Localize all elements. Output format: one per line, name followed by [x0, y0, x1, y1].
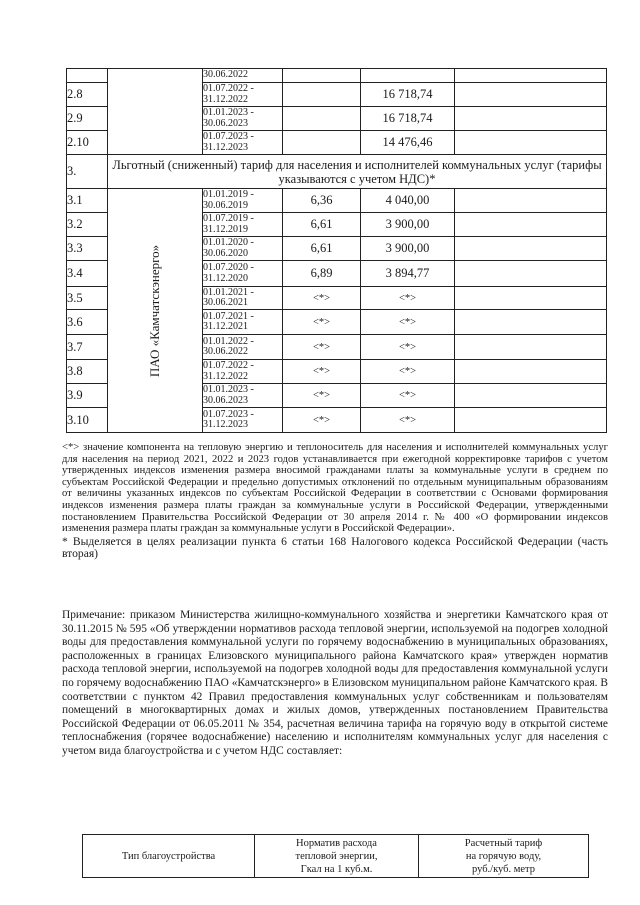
value-col2: 3 900,00 [361, 237, 455, 261]
value-col2: <*> [361, 310, 455, 335]
value-col2: 14 476,46 [361, 131, 455, 155]
period-cell [203, 107, 283, 131]
empty-cell [455, 261, 607, 287]
period-cell [203, 310, 283, 335]
period-cell [203, 131, 283, 155]
value-col1 [283, 83, 361, 107]
empty-cell [455, 335, 607, 360]
empty-cell [455, 408, 607, 433]
period-line: 01.07.2022 - [203, 83, 254, 94]
period-cell [203, 408, 283, 433]
row-number: 3.8 [67, 360, 108, 384]
period-line: 01.01.2023 - [203, 107, 254, 118]
period-cell [203, 69, 283, 83]
header-tariff: Расчетный тариф на горячую воду, руб./куб. метр [419, 835, 589, 878]
org-cell [108, 189, 203, 433]
empty-cell [455, 384, 607, 408]
empty-cell [455, 237, 607, 261]
value-col1: 6,89 [283, 261, 361, 287]
row-number: 3.10 [67, 408, 108, 433]
value-col2: <*> [361, 287, 455, 310]
row-number: 3.9 [67, 384, 108, 408]
period-line: 31.12.2022 [203, 370, 248, 382]
row-number: 3.7 [67, 335, 108, 360]
period-line: 01.07.2019 - [203, 213, 254, 224]
period-cell [203, 384, 283, 408]
tariff-table-body [67, 69, 607, 433]
value-col2: 16 718,74 [361, 83, 455, 107]
empty-cell [455, 189, 607, 213]
value-col2: <*> [361, 408, 455, 433]
tariff-table [66, 68, 607, 433]
period-line: 30.06.2021 [203, 297, 248, 308]
empty-cell [455, 131, 607, 155]
period-line: 01.01.2019 - [203, 189, 254, 200]
value-col1 [283, 107, 361, 131]
period-line: 01.07.2021 - [203, 310, 254, 322]
period-line: 01.07.2023 - [203, 131, 254, 142]
primechanie-block [62, 609, 608, 759]
value-col2: <*> [361, 384, 455, 408]
period-line: 30.06.2019 [203, 199, 248, 211]
period-line: 01.01.2022 - [203, 335, 254, 347]
row-number: 2.10 [67, 131, 108, 155]
value-col1 [283, 131, 361, 155]
period-line: 30.06.2022 [203, 346, 248, 357]
period-line: 30.06.2023 [203, 117, 248, 129]
period-line: 01.07.2023 - [203, 408, 254, 420]
period-line: 01.07.2022 - [203, 360, 254, 371]
row-number: 3.6 [67, 310, 108, 335]
period-cell [203, 213, 283, 237]
period-line: 01.01.2023 - [203, 384, 254, 395]
period-line: 31.12.2022 [203, 93, 248, 105]
value-col2: <*> [361, 360, 455, 384]
header-type: Тип благоустройства [83, 835, 255, 878]
period-line: 30.06.2023 [203, 394, 248, 406]
org-cell-top [108, 69, 203, 155]
period-line: 30.06.2022 [203, 69, 248, 81]
value-col1: <*> [283, 287, 361, 310]
value-col2: 16 718,74 [361, 107, 455, 131]
value-col1: <*> [283, 408, 361, 433]
value-col1: <*> [283, 335, 361, 360]
value-col2: <*> [361, 335, 455, 360]
period-line: 31.12.2023 [203, 141, 248, 153]
empty-cell [455, 213, 607, 237]
row-number: 3.2 [67, 213, 108, 237]
value-col2: 3 900,00 [361, 213, 455, 237]
section-title: Льготный (сниженный) тариф для населения и исполнителей коммунальных услуг (тарифы указываются с учетом НДС)* [108, 155, 607, 189]
period-line: 31.12.2021 [203, 321, 248, 332]
footnote-nds: * Выделяется в целях реализации пункта 6 статьи 168 Налогового кодекса Российской Федерации (часть вторая) [62, 534, 608, 561]
section-title-row [67, 155, 607, 189]
period-line: 01.07.2020 - [203, 262, 254, 273]
period-line: 31.12.2020 [203, 272, 248, 284]
heat-norm-header-row [83, 835, 589, 878]
value-col2: 4 040,00 [361, 189, 455, 213]
empty-cell [455, 310, 607, 335]
period-cell [203, 261, 283, 287]
period-line: 30.06.2020 [203, 247, 248, 259]
period-cell [203, 287, 283, 310]
table-row [67, 189, 607, 213]
footnotes [62, 442, 608, 561]
value-col1: 6,61 [283, 213, 361, 237]
empty-cell [455, 360, 607, 384]
row-number [67, 69, 108, 83]
row-number: 3.5 [67, 287, 108, 310]
period-line: 01.01.2021 - [203, 286, 254, 298]
period-line: 31.12.2019 [203, 223, 248, 235]
table-row [67, 69, 607, 83]
row-number: 3.1 [67, 189, 108, 213]
org-name: ПАО «Камчатскэнерго» [147, 244, 162, 377]
row-number: 2.9 [67, 107, 108, 131]
value-col2: 3 894,77 [361, 261, 455, 287]
period-line: 31.12.2023 [203, 419, 248, 430]
footnote-star: <*> значение компонента на тепловую энергию и теплоноситель для населения и исполнителей коммунальных услуг для населения на период 2021, 2022 и 2023 годов устанавливается при ежегодной корректировке тарифов с учетом утвержденных индексов изменения размера вносимой гражданами платы за коммунальные услуги в среднем по субъектам Российской Федерации и предельно допустимых отклонений по отдельным муниципальным образованиям от величины указанных индексов по субъектам Российской Федерации в соответствии с Основами формирования индексов изменения размера платы граждан за коммунальные услуги в Российской Федерации, утвержденными постановлением Правительства Российской Федерации от 30 апреля 2014 г. № 400 «О формировании индексов изменения размера платы граждан за коммунальные услуги в Российской Федерации». [62, 442, 608, 535]
period-line: 01.01.2020 - [203, 237, 254, 248]
period-cell [203, 237, 283, 261]
period-cell [203, 189, 283, 213]
value-col1: <*> [283, 310, 361, 335]
value-col1: 6,36 [283, 189, 361, 213]
value-col2 [361, 69, 455, 83]
period-cell [203, 335, 283, 360]
empty-cell [455, 69, 607, 83]
primechanie-text: Примечание: приказом Министерства жилищно-коммунального хозяйства и энергетики Камчатского края от 30.11.2015 № 595 «Об утверждении нормативов расхода тепловой энергии, используемой на подогрев холодной воды для предоставления коммунальной услуги по горячему водоснабжению в муниципальных образованиях, расположенных в границах Елизовского муниципального района Камчатского края» утвержден норматив расхода тепловой энергии, используемой на подогрев холодной воды для предоставления коммунальной услуги по горячему водоснабжению ПАО «Камчатскэнерго» в Елизовском муниципальном районе Камчатского края. В соответствии с пунктом 42 Правил предоставления коммунальных услуг собственникам и пользователям помещений в многоквартирных домах и жилых домов, утвержденных постановлением Правительства Российской Федерации от 06.05.2011 № 354, расчетная величина тарифа на горячую воду в открытой системе теплоснабжения (горячее водоснабжение) населению и исполнителям коммунальных услуг для населения с учетом вида благоустройства и с учетом НДС составляет: [62, 609, 608, 757]
value-col1: 6,61 [283, 237, 361, 261]
value-col1 [283, 69, 361, 83]
heat-norm-table [82, 834, 589, 878]
row-number: 2.8 [67, 83, 108, 107]
value-col1: <*> [283, 360, 361, 384]
period-cell [203, 83, 283, 107]
empty-cell [455, 287, 607, 310]
section-number: 3. [67, 155, 108, 189]
row-number: 3.3 [67, 237, 108, 261]
row-number: 3.4 [67, 261, 108, 287]
header-norm: Норматив расхода тепловой энергии, Гкал на 1 куб.м. [255, 835, 419, 878]
period-cell [203, 360, 283, 384]
empty-cell [455, 107, 607, 131]
empty-cell [455, 83, 607, 107]
value-col1: <*> [283, 384, 361, 408]
